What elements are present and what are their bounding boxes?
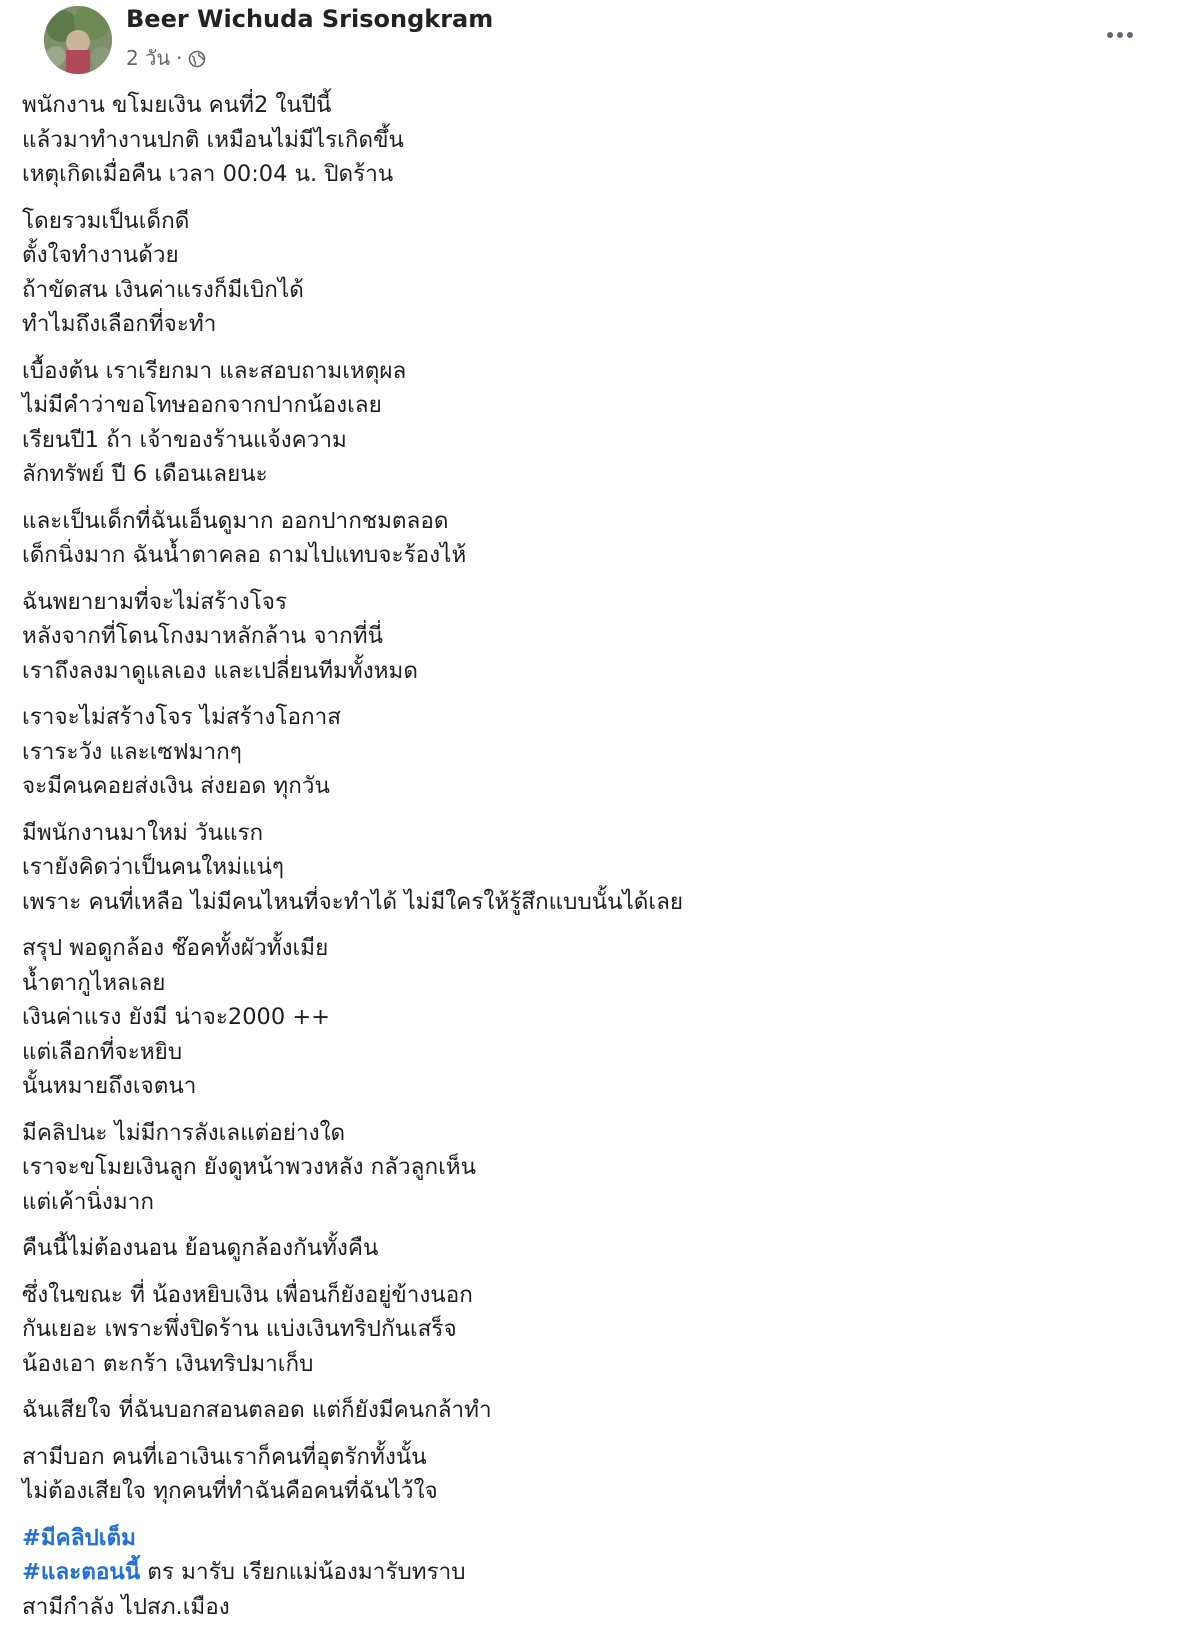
post-line: เราจะขโมยเงินลูก ยังดูหน้าพวงหลัง กลัวลูกเห็น [22,1154,476,1180]
post-time[interactable]: 2 วัน [126,46,170,70]
post-line: ลักทรัพย์ ปี 6 เดือนเลยนะ [22,461,268,487]
post-line: น้ำตากูไหลเลย [22,969,166,996]
post-line: มีคลิปนะ ไม่มีการลังเลแต่อย่างใด [22,1119,346,1146]
post-line: และเป็นเด็กที่ฉันเอ็นดูมาก ออกปากชมตลอด [22,507,449,534]
paragraph [22,1278,1162,1382]
meta-separator: · [175,46,183,70]
post-line: น้องเอา ตะกร้า เงินทริปมาเก็บ [22,1350,314,1377]
post-line: พนักงาน ขโมยเงิน คนที่2 ในปีนี้ [22,92,332,118]
post-line: ตั้งใจทำงานด้วย [22,242,179,268]
post-line: เรียนปี1 ถ้า เจ้าของร้านแจ้งความ [22,426,347,453]
paragraph [22,585,1162,689]
avatar-image [44,6,112,74]
hashtag-link[interactable]: #มีคลิปเต็ม [22,1524,136,1551]
post-line: ซึ่งในขณะ ที่ น้องหยิบเงิน เพื่อนก็ยังอยู่ข้างนอก [22,1281,473,1308]
post-line: เราถึงลงมาดูแลเอง และเปลี่ยนทีมทั้งหมด [22,657,418,684]
more-options-button[interactable] [1100,20,1140,50]
post-line: หลังจากที่โดนโกงมาหลักล้าน จากที่นี่ [22,623,383,649]
post-line: เรายังคิดว่าเป็นคนใหม่แน่ๆ [22,854,284,880]
post-line [22,1555,1162,1590]
paragraph [22,931,1162,1104]
post-line: กันเยอะ เพราะพึ่งปิดร้าน แบ่งเงินทริปกันเสร็จ [22,1316,457,1342]
post-line: นั้นหมายถึงเจตนา [22,1073,197,1099]
post-line: ฉันเสียใจ ที่ฉันบอกสอนตลอด แต่ก็ยังมีคนกล้าทำ [22,1397,492,1423]
post-line: เด็กนิ่งมาก ฉันน้ำตาคลอ ถามไปแทบจะร้องไห้ [22,542,467,568]
paragraph [22,700,1162,804]
post-line-text: ตร มารับ เรียกแม่น้องมารับทราบ [140,1559,466,1585]
post-line [22,1521,1162,1556]
paragraph [22,1116,1162,1220]
post-line: ไม่มีคำว่าขอโทษออกจากปากน้องเลย [22,392,382,418]
post-line: เหตุเกิดเมื่อคืน เวลา 00:04 น. ปิดร้าน [22,161,394,187]
post-line: เราจะไม่สร้างโจร ไม่สร้างโอกาส [22,704,341,730]
post-line: เบื้องต้น เราเรียกมา และสอบถามเหตุผล [22,357,407,384]
author-name[interactable]: Beer Wichuda Srisongkram [126,5,494,33]
more-options-icon-dot [1127,32,1133,38]
author-avatar[interactable] [44,6,112,74]
post-line: แต่เค้านิ่งมาก [22,1188,154,1215]
post-line: ทำไมถึงเลือกที่จะทำ [22,311,217,337]
paragraph [22,504,1162,573]
post-line: โดยรวมเป็นเด็กดี [22,207,190,234]
post-line: จะมีคนคอยส่งเงิน ส่งยอด ทุกวัน [22,773,330,799]
post-line: สามีบอก คนที่เอาเงินเราก็คนที่อุตรักทั้งนั้น [22,1443,427,1470]
post-line: เพราะ คนที่เหลือ ไม่มีคนไหนที่จะทำได้ ไม่มีใครให้รู้สึกแบบนั้นได้เลย [22,888,684,915]
post-line: แล้วมาทำงานปกติ เหมือนไม่มีไรเกิดขึ้น [22,126,404,153]
post-header [22,0,1178,86]
hashtag-link[interactable]: #และตอนนี้ [22,1559,141,1585]
post-line: ฉันพยายามที่จะไม่สร้างโจร [22,588,288,615]
post-line: ไม่ต้องเสียใจ ทุกคนที่ทำฉันคือคนที่ฉันไว้ใจ [22,1478,438,1504]
post-line: สรุป พอดูกล้อง ช๊อคทั้งผัวทั้งเมีย [22,935,329,961]
paragraph [22,204,1162,342]
more-options-icon-dot [1117,32,1123,38]
paragraph [22,1440,1162,1509]
globe-icon[interactable] [188,49,206,67]
paragraph [22,1231,1162,1266]
paragraph-hashtags [22,1521,1162,1625]
paragraph [22,88,1162,192]
paragraph [22,354,1162,492]
post-line: สามีกำลัง ไปสภ.เมือง [22,1593,230,1620]
more-options-icon [1107,32,1113,38]
post-meta [126,42,206,74]
post-line: เงินค่าแรง ยังมี น่าจะ2000 ++ [22,1004,331,1030]
post-line: เราระวัง และเซฟมากๆ [22,738,242,765]
post-line: แต่เลือกที่จะหยิบ [22,1038,183,1065]
paragraph [22,816,1162,920]
post-line: มีพนักงานมาใหม่ วันแรก [22,819,264,846]
paragraph [22,1393,1162,1428]
post-line: คืนนี้ไม่ต้องนอน ย้อนดูกล้องกันทั้งคืน [22,1235,379,1261]
post-body [22,88,1162,1636]
post-line: ถ้าขัดสน เงินค่าแรงก็มีเบิกได้ [22,276,304,303]
